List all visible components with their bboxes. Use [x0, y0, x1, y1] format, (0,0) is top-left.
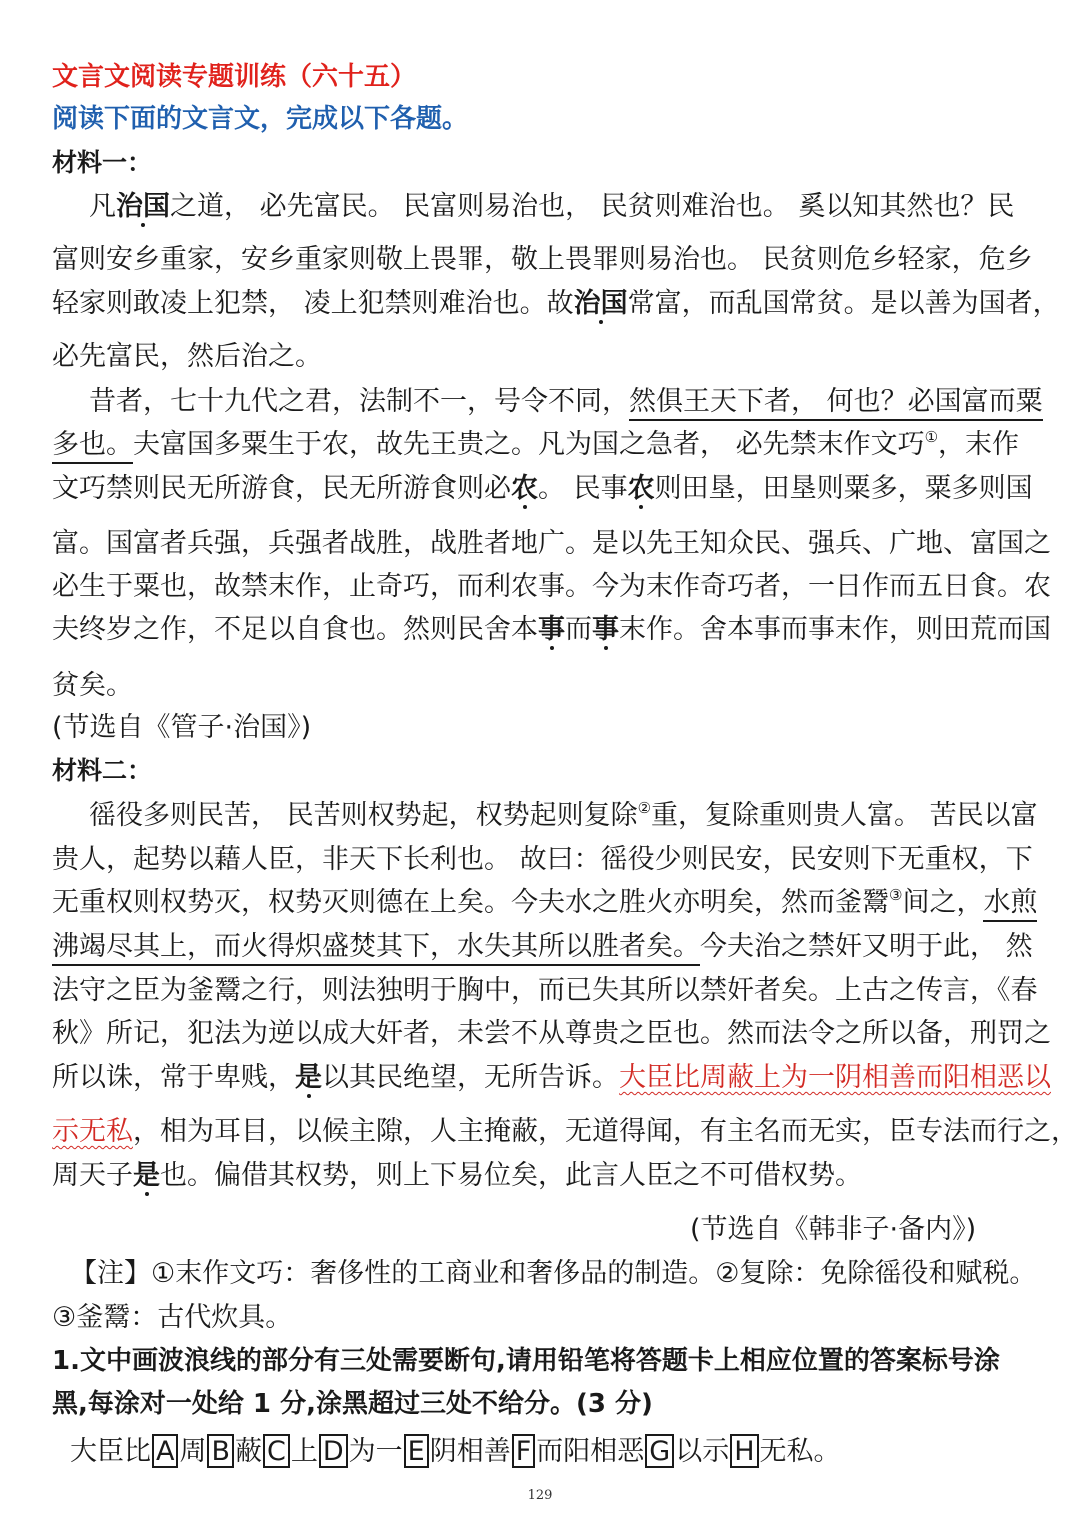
material2-line: 无重权则权势灭，权势灭则德在上矣。今夫水之胜火亦明矣，然而釜鬵③间之，水煎: [52, 889, 1037, 916]
emphasis-mark: 事: [592, 614, 619, 645]
material1-source: (节选自《管子·治国》): [52, 712, 312, 743]
wavy-underlined-passage: 大臣比周蔽上为一阴相善而阳相恶以: [619, 1062, 1051, 1093]
material1-line: 必先富民，然后治之。: [52, 341, 322, 372]
footnote-ref: ③: [889, 886, 903, 904]
material1-line: 必生于粟也，故禁末作，止奇巧，而利农事。今为末作奇巧者，一日作而五日食。农: [52, 571, 1051, 602]
material1-line: 凡治国之道， 必先富民。 民富则易治也， 民贫则难治也。 奚以知其然也？民: [89, 191, 1015, 222]
answer-box-g[interactable]: G: [645, 1434, 674, 1468]
material2-heading: 材料二：: [52, 756, 153, 785]
notes-line: ③釜鬵：古代炊具。: [52, 1302, 293, 1333]
material2-source: (节选自《韩非子·备内》): [690, 1214, 977, 1245]
emphasis-mark: 事: [538, 614, 565, 645]
answer-box-h[interactable]: H: [730, 1434, 758, 1468]
material1-line: 多也。夫富国多粟生于农，故先王贵之。凡为国之急者， 必先禁末作文巧①，末作: [52, 431, 1019, 458]
answer-box-d[interactable]: D: [319, 1434, 348, 1468]
underlined-passage: 多也。: [52, 429, 133, 464]
question-1-text: 黑,每涂对一处给 1 分,涂黑超过三处不给分。(3 分): [52, 1389, 653, 1419]
emphasis-mark: 是: [295, 1062, 322, 1093]
underlined-passage: 沸竭尽其上，而火得炽盛焚其下，水失其所以胜者矣。: [52, 931, 700, 966]
underlined-passage: 水煎: [983, 887, 1037, 922]
material2-line: 示无私，相为耳目，以候主隙，人主掩蔽，无道得闻，有主名而无实，臣专法而行之，: [52, 1116, 1078, 1147]
emphasis-mark: 农: [627, 473, 655, 504]
underlined-passage: 然俱王天下者， 何也？必国富而粟: [629, 386, 1043, 421]
question-1-text: 1.文中画波浪线的部分有三处需要断句,请用铅笔将答题卡上相应位置的答案标号涂: [52, 1346, 1000, 1376]
answer-box-a[interactable]: A: [152, 1434, 178, 1468]
material1-line: 昔者，七十九代之君，法制不一，号令不同，然俱王天下者， 何也？必国富而粟: [89, 388, 1043, 415]
material2-line: 法守之臣为釜鬵之行，则法独明于胸中，而已失其所以禁奸者矣。上古之传言，《春: [52, 975, 1038, 1006]
material1-line: 富。国富者兵强，兵强者战胜，战胜者地广。是以先王知众民、强兵、广地、富国之: [52, 528, 1051, 559]
material2-line: 所以诛，常于卑贱，是以其民绝望，无所告诉。大臣比周蔽上为一阴相善而阳相恶以: [52, 1062, 1051, 1093]
material1-line: 轻家则敢凌上犯禁， 凌上犯禁则难治也。故治国常富，而乱国常贫。是以善为国者，: [52, 288, 1060, 319]
material2-line: 周天子是也。偏借其权势，则上下易位矣，此言人臣之不可借权势。: [52, 1160, 862, 1191]
instruction: 阅读下面的文言文，完成以下各题。: [52, 104, 469, 134]
material2-line: 秋》所记，犯法为逆以成大奸者，未尝不从尊贵之臣也。然而法令之所以备，刑罚之: [52, 1018, 1051, 1049]
material1-line: 富则安乡重家，安乡重家则敬上畏罪，敬上畏罪则易治也。 民贫则危乡轻家，危乡: [52, 244, 1033, 275]
material2-line: 徭役多则民苦， 民苦则权势起，权势起则复除②重，复除重则贵人富。 苦民以富: [89, 799, 1038, 831]
answer-box-b[interactable]: B: [207, 1434, 234, 1468]
emphasis-mark: 是: [133, 1160, 160, 1191]
material1-line: 文巧禁则民无所游食，民无所游食则必农。 民事农则田垦，田垦则粟多，粟多则国: [52, 473, 1033, 504]
answer-box-f[interactable]: F: [512, 1434, 536, 1468]
material2-line: 贵人，起势以藉人臣，非天下长利也。 故曰：徭役少则民安，民安则下无重权，下: [52, 844, 1033, 875]
wavy-underlined-passage: 示无私: [52, 1116, 133, 1147]
material1-heading: 材料一：: [52, 148, 153, 177]
emphasis-mark: 治国: [116, 191, 170, 222]
notes-line: 【注】①末作文巧：奢侈性的工商业和奢侈品的制造。②复除：免除徭役和赋税。: [70, 1258, 1037, 1289]
emphasis-mark: 农: [511, 473, 538, 504]
page-number: 129: [527, 1488, 553, 1503]
answer-box-e[interactable]: E: [404, 1434, 429, 1468]
page-title: 文言文阅读专题训练（六十五）: [52, 62, 417, 92]
answer-box-c[interactable]: C: [263, 1434, 290, 1468]
question-1-options: 大臣比 A 周 B 蔽 C 上 D 为一 E 阴相善 F 而阳相恶 G 以示 H 无私。: [70, 1436, 841, 1467]
material2-line: 沸竭尽其上，而火得炽盛焚其下，水失其所以胜者矣。今夫治之禁奸又明于此， 然: [52, 933, 1033, 960]
material1-line: 夫终岁之作，不足以自食也。然则民舍本事而事末作。舍本事而事末作，则田荒而国: [52, 614, 1051, 645]
material1-line: 贫矣。: [52, 670, 133, 701]
footnote-ref: ②: [637, 799, 652, 817]
footnote-ref: ①: [924, 428, 939, 446]
emphasis-mark: 治国: [573, 288, 628, 319]
